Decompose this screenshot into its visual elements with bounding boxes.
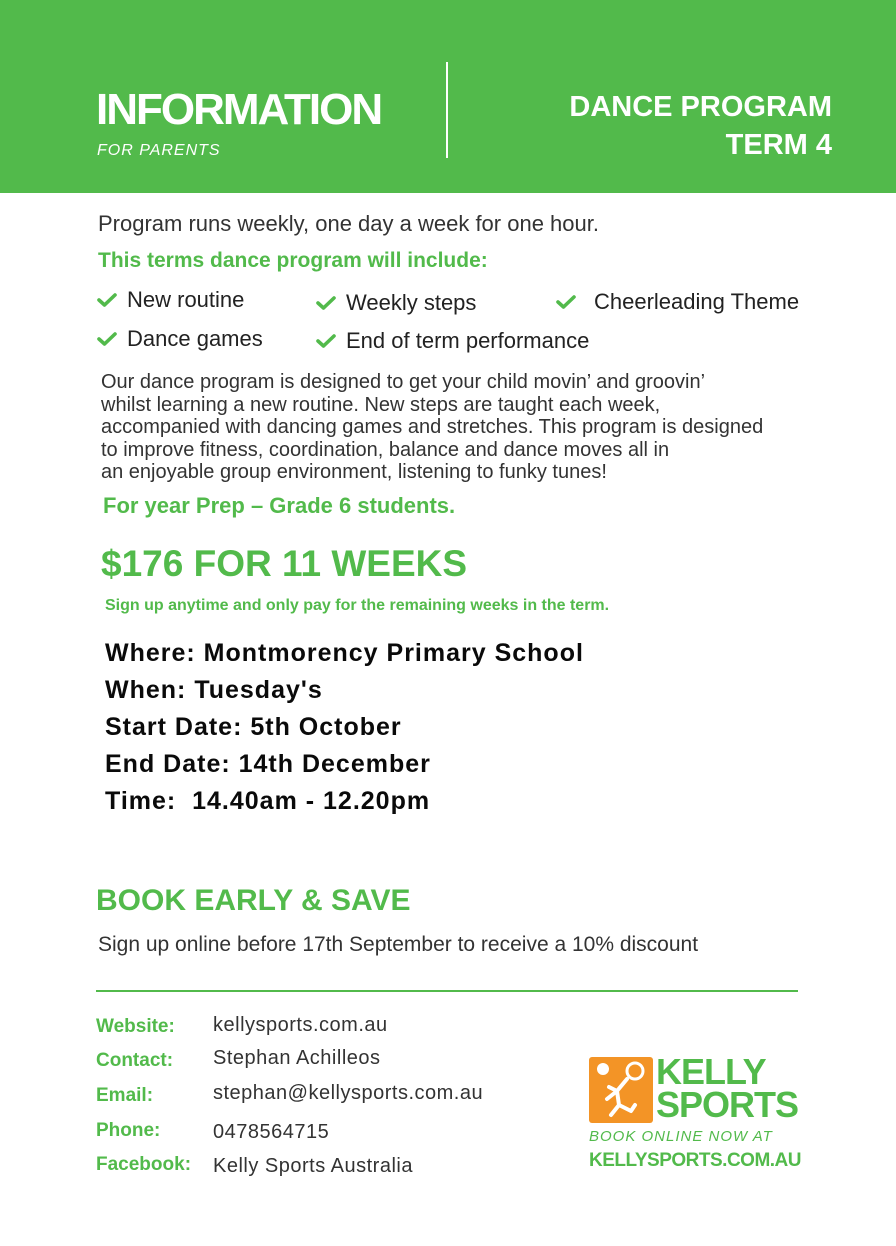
book-early-heading: BOOK EARLY & SAVE [96, 884, 411, 917]
contact-name: Stephan Achilleos [213, 1047, 381, 1069]
program-title-line2: TERM 4 [725, 129, 832, 161]
include-item [316, 328, 589, 354]
phone-number[interactable]: 0478564715 [213, 1121, 330, 1143]
include-item [316, 290, 476, 316]
intro-text: Program runs weekly, one day a week for one hour. [98, 211, 599, 236]
program-title [569, 88, 832, 164]
include-item [556, 289, 799, 315]
description-line: Our dance program is designed to get your child movin’ and groovin’ [101, 371, 706, 393]
include-item [97, 326, 263, 352]
include-item-label: New routine [127, 287, 245, 312]
detail-time: Time: 14.40am - 12.20pm [105, 787, 431, 815]
include-item-label: End of term performance [346, 328, 590, 353]
website-label: Website: [96, 1016, 175, 1037]
logo-wordmark [656, 1051, 799, 1125]
include-item [97, 287, 244, 313]
header-divider [446, 62, 448, 158]
check-icon [316, 295, 336, 311]
header-subtitle: FOR PARENTS [97, 142, 221, 159]
contact-label: Contact: [96, 1050, 174, 1071]
logo-tagline: BOOK ONLINE NOW AT [589, 1128, 773, 1145]
description-line: an enjoyable group environment, listening to funky tunes! [101, 461, 607, 483]
logo-name-line1: KELLY [656, 1051, 766, 1092]
program-title-line1: DANCE PROGRAM [569, 91, 832, 123]
logo-url[interactable]: KELLYSPORTS.COM.AU [589, 1150, 801, 1171]
program-description [101, 371, 821, 484]
description-line: to improve fitness, coordination, balance and dance moves all in [101, 438, 670, 461]
header-banner [0, 0, 896, 193]
include-item-label: Cheerleading Theme [594, 289, 800, 314]
description-line: whilst learning a new routine. New steps are taught each week, [101, 393, 661, 416]
program-details [105, 635, 584, 820]
phone-label: Phone: [96, 1120, 161, 1141]
logo-name-line2: SPORTS [656, 1084, 799, 1125]
detail-end-date: End Date: 14th December [105, 750, 431, 778]
signup-note: Sign up anytime and only pay for the remaining weeks in the term. [105, 597, 610, 614]
kelly-sports-logo[interactable] [589, 1051, 804, 1177]
include-item-label: Weekly steps [346, 290, 477, 315]
includes-heading: This terms dance program will include: [98, 249, 488, 272]
include-item-label: Dance games [127, 326, 263, 351]
footer-divider [96, 990, 798, 992]
year-note: For year Prep – Grade 6 students. [103, 493, 456, 518]
check-icon [97, 292, 117, 308]
price-heading: $176 FOR 11 WEEKS [101, 543, 468, 584]
description-line: accompanied with dancing games and stretches. This program is designed [101, 416, 764, 438]
website-link[interactable]: kellysports.com.au [213, 1014, 388, 1036]
logo-emblem [589, 1057, 653, 1123]
check-icon [556, 294, 576, 310]
book-early-text: Sign up online before 17th September to receive a 10% discount [98, 933, 699, 956]
detail-where: Where: Montmorency Primary School [105, 639, 584, 667]
check-icon [97, 331, 117, 347]
check-icon [316, 333, 336, 349]
email-link[interactable]: stephan@kellysports.com.au [213, 1082, 484, 1104]
email-label: Email: [96, 1085, 154, 1106]
facebook-label: Facebook: [96, 1154, 192, 1175]
detail-when: When: Tuesday's [105, 676, 323, 704]
detail-start-date: Start Date: 5th October [105, 713, 402, 741]
header-title: INFORMATION [96, 85, 382, 134]
facebook-link[interactable]: Kelly Sports Australia [213, 1155, 413, 1177]
athlete-icon [589, 1057, 653, 1123]
